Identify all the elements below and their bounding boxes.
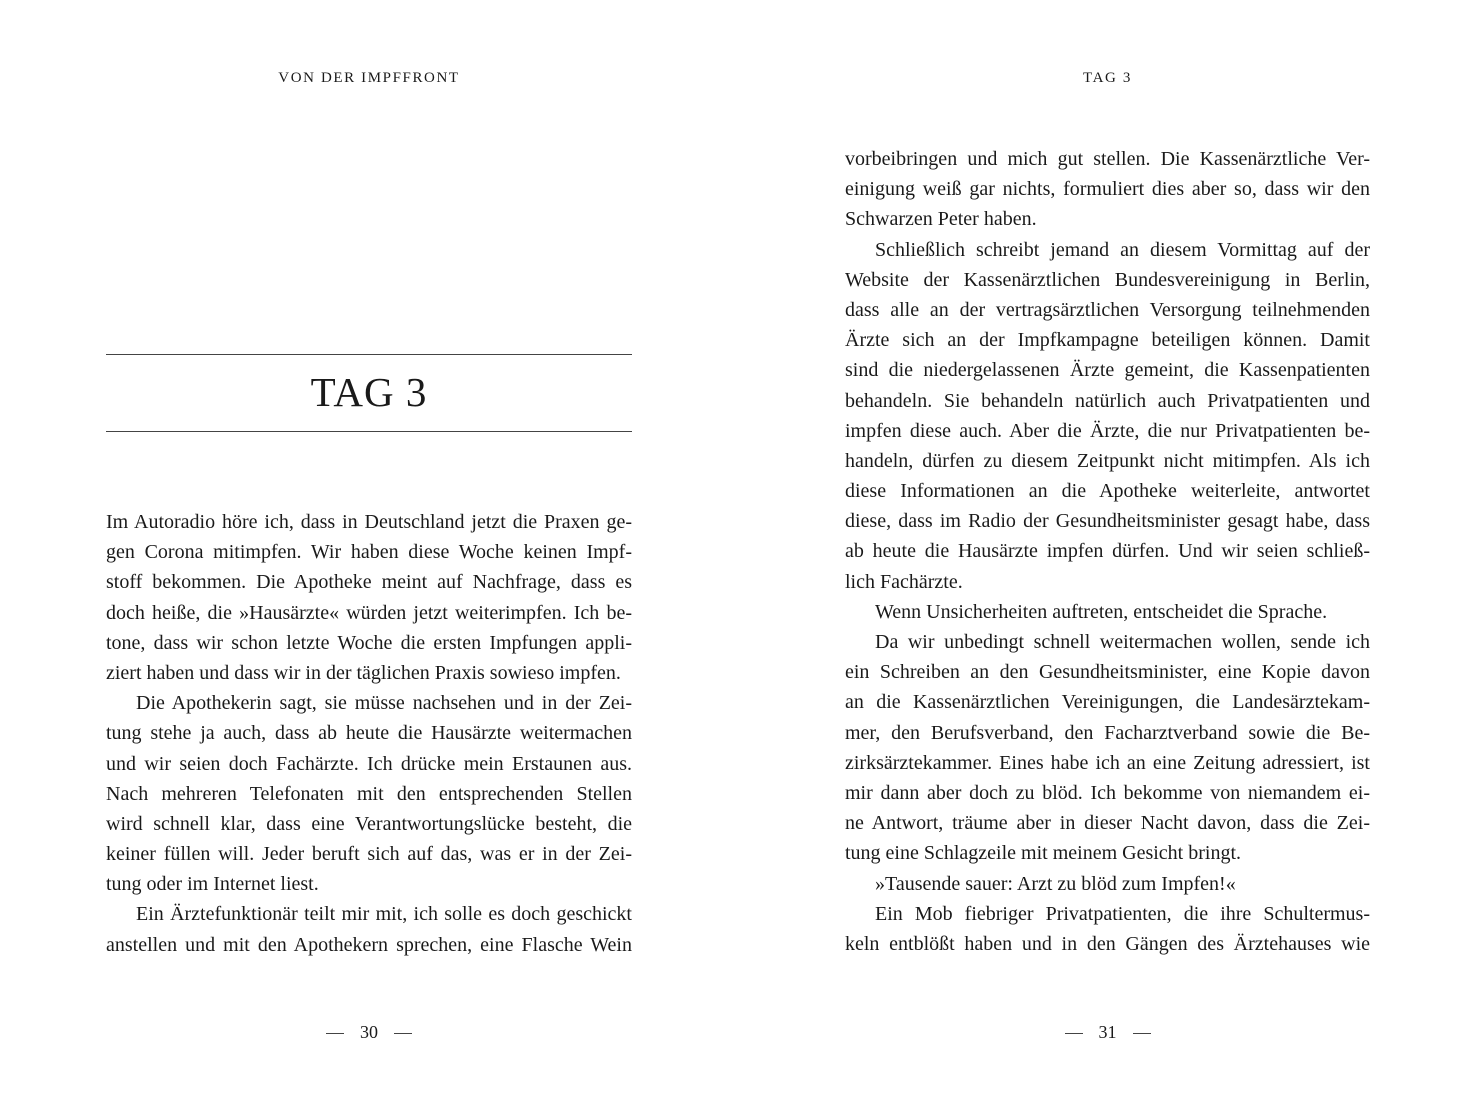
- running-head: TAG 3: [1083, 70, 1132, 86]
- text-line: Im Autoradio höre ich, dass in Deutschland jetzt die Praxen ge-: [106, 511, 632, 533]
- text-line: diese, dass im Radio der Gesundheitsminister gesagt habe, dass: [845, 510, 1370, 533]
- text-line: lich Fachärzte.: [845, 570, 963, 593]
- text-line: Website der Kassenärztlichen Bundesvereinigung in Berlin,: [845, 268, 1370, 291]
- text-line: behandeln. Sie behandeln natürlich auch Privatpatienten und: [845, 389, 1370, 412]
- text-line: Ein Mob fiebriger Privatpatienten, die ihre Schultermus-: [875, 902, 1370, 925]
- paragraph: [845, 869, 1370, 899]
- paragraph: [845, 899, 1370, 959]
- text-line: Die Apothekerin sagt, sie müsse nachsehen und in der Zei-: [136, 692, 632, 715]
- text-line: ab heute die Hausärzte impfen dürfen. Und wir seien schließ-: [845, 540, 1370, 563]
- text-line: vorbeibringen und mich gut stellen. Die Kassenärztliche Ver-: [845, 148, 1370, 170]
- text-line: ne Antwort, träume aber in dieser Nacht davon, dass die Zei-: [845, 812, 1370, 835]
- text-line: wird schnell klar, dass eine Verantwortungslücke besteht, die: [106, 812, 632, 835]
- page-number: [845, 1022, 1370, 1043]
- text-line: Schwarzen Peter haben.: [845, 208, 1037, 231]
- text-line: mir dann aber doch zu blöd. Ich bekomme von niemandem ei-: [845, 781, 1370, 804]
- text-line: mer, den Berufsverband, den Facharztverband sowie die Be-: [845, 721, 1370, 744]
- text-line: Ein Ärztefunktionär teilt mir mit, ich solle es doch geschickt: [136, 903, 632, 926]
- folio-dash: [326, 1033, 344, 1034]
- text-line: keln entblößt haben und in den Gängen des Ärztehauses wie: [845, 932, 1370, 955]
- text-line: Wenn Unsicherheiten auftreten, entscheidet die Sprache.: [875, 600, 1328, 623]
- text-line: einigung weiß gar nichts, formuliert dies aber so, dass wir den: [845, 178, 1370, 201]
- paragraph: [845, 627, 1370, 869]
- page-number-value: 30: [360, 1022, 378, 1042]
- text-line: an die Kassenärztlichen Vereinigungen, die Landesärztekam-: [845, 691, 1370, 714]
- text-line: doch heiße, die »Hausärzte« würden jetzt weiterimpfen. Ich be-: [106, 601, 632, 624]
- left-page: [106, 0, 632, 1104]
- chapter-title: TAG 3: [310, 369, 428, 415]
- right-page: [845, 0, 1370, 1104]
- page-number: [106, 1022, 632, 1043]
- body-text: [106, 507, 632, 960]
- text-line: tung eine Schlagzeile mit meinem Gesicht bringt.: [845, 842, 1242, 865]
- text-line: »Tausende sauer: Arzt zu blöd zum Impfen!«: [875, 872, 1236, 895]
- text-line: stoff bekommen. Die Apotheke meint auf Nachfrage, dass es: [106, 571, 632, 594]
- chapter-rule-bottom: [106, 431, 632, 432]
- paragraph: [845, 235, 1370, 597]
- text-line: Nach mehreren Telefonaten mit den entsprechenden Stellen: [106, 782, 632, 805]
- text-line: tone, dass wir schon letzte Woche die ersten Impfungen appli-: [106, 631, 632, 654]
- text-line: Da wir unbedingt schnell weitermachen wollen, sende ich: [875, 631, 1370, 653]
- paragraph: [106, 899, 632, 959]
- text-line: handeln, dürfen zu diesem Zeitpunkt nicht mitimpfen. Als ich: [845, 449, 1370, 472]
- text-line: gen Corona mitimpfen. Wir haben diese Woche keinen Impf-: [106, 541, 632, 564]
- body-text: [845, 144, 1370, 959]
- text-line: Schließlich schreibt jemand an diesem Vormittag auf der: [875, 238, 1370, 261]
- paragraph: [845, 597, 1370, 627]
- text-line: ein Schreiben an den Gesundheitsminister, eine Kopie davon: [845, 661, 1370, 684]
- running-head: VON DER IMPFFRONT: [278, 70, 460, 86]
- paragraph: [106, 688, 632, 899]
- text-line: tung oder im Internet liest.: [106, 873, 319, 896]
- text-line: keiner füllen will. Jeder beruft sich auf das, was er in der Zei-: [106, 843, 632, 866]
- page-number-value: 31: [1098, 1022, 1117, 1042]
- paragraph: [106, 507, 632, 688]
- text-line: Ärzte sich an der Impfkampagne beteiligen können. Damit: [845, 329, 1370, 352]
- chapter-rule-top: [106, 354, 632, 355]
- text-line: und wir seien doch Fachärzte. Ich drücke mein Erstaunen aus.: [106, 752, 632, 775]
- text-line: dass alle an der vertragsärztlichen Versorgung teilnehmenden: [845, 298, 1370, 321]
- text-line: ziert haben und dass wir in der täglichen Praxis sowieso impfen.: [106, 661, 621, 684]
- paragraph: [845, 144, 1370, 235]
- folio-dash: [1065, 1033, 1083, 1034]
- folio-dash: [1133, 1033, 1151, 1034]
- text-line: zirksärztekammer. Eines habe ich an eine Zeitung adressiert, ist: [845, 751, 1370, 774]
- text-line: diese Informationen an die Apotheke weiterleite, antwortet: [845, 480, 1370, 503]
- text-line: tung stehe ja auch, dass ab heute die Hausärzte weitermachen: [106, 722, 632, 745]
- text-line: impfen diese auch. Aber die Ärzte, die nur Privatpatienten be-: [845, 419, 1370, 442]
- text-line: anstellen und mit den Apothekern sprechen, eine Flasche Wein: [106, 933, 632, 956]
- folio-dash: [394, 1033, 412, 1034]
- text-line: sind die niedergelassenen Ärzte gemeint, die Kassenpatienten: [845, 359, 1370, 382]
